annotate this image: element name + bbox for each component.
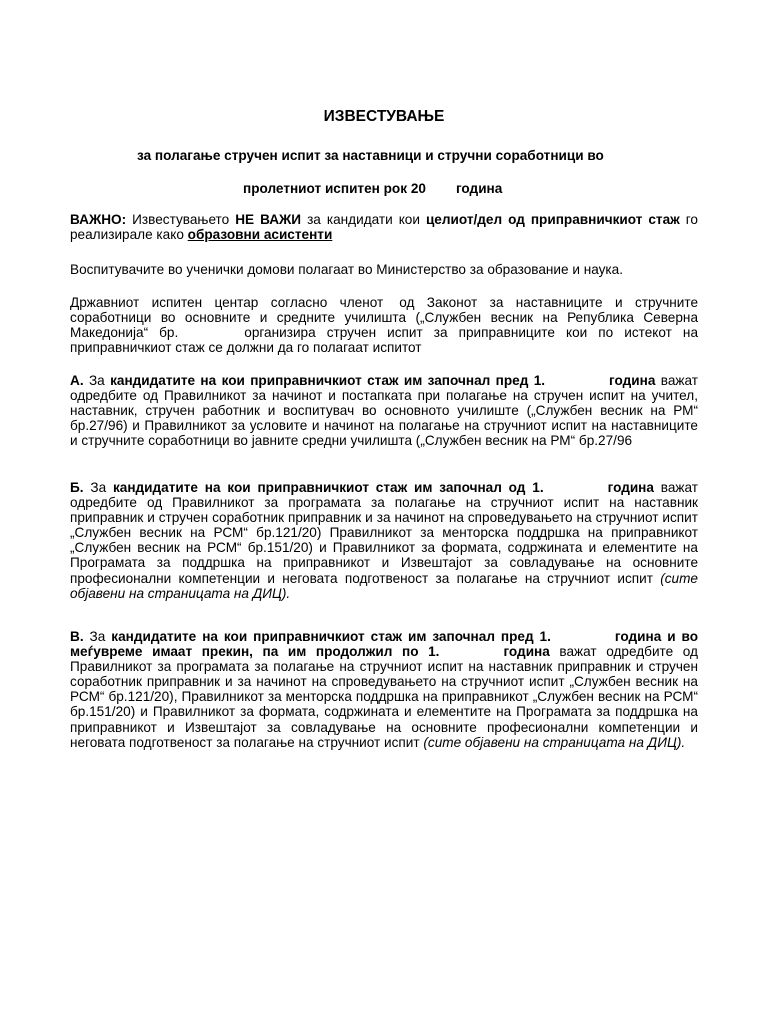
important-notice: ВАЖНО: Известувањето НЕ ВАЖИ за кандидати кои целиот/дел од приправничкиот стаж го реализирале како образовни асистенти: [70, 212, 698, 243]
exam-session-year-word: година: [455, 181, 503, 196]
exam-session-text: пролетниот испитен рок 20: [243, 181, 426, 196]
section-b-letter: Б.: [70, 480, 84, 495]
section-a: А. За кандидатите на кои приправничкиот стаж им започнал пред 1. година важат одредбите од Правилникот за начинот и постапката при полагање на стручен испит на учител, наставник, стручен работник и воспитувач во основното училиште („Службен весник на РМ“ бр.27/96) и Правилникот за условите и начинот на полагање на стручниот испит на наставниците и стручните соработници во јавните средни училишта („Службен весник на РМ“ бр.27/96: [70, 373, 698, 449]
notice-label: ВАЖНО:: [70, 212, 127, 227]
section-a-letter: А.: [70, 373, 84, 388]
assistants-underlined: образовни асистенти: [187, 227, 333, 243]
section-c: В. За кандидатите на кои приправничкиот стаж им започнал пред 1. година и во меѓувреме имаат прекин, па им продолжил по 1. година важат одредбите од Правилникот за програмата за полагање на стручниот испит на наставник приправник и стручен соработник приправник и за начинот на спроведувањето на стручниот испит „Службен весник на РСМ“ бр.121/20), Правилникот за менторска поддршка на приправникот „Службен весник на РСМ“ бр.151/20) и Правилникот за формата, содржината и елементите на Програмата за поддршка на приправникот и Извештајот за совладување на основните професионални компетенции и неговата подготвеност за полагање на стручниот испит (сите објавени на страницата на ДИЦ).: [70, 629, 698, 750]
exam-session-line: [243, 181, 502, 196]
document-title: ИЗВЕСТУВАЊЕ: [323, 108, 445, 125]
document-subtitle: за полагање стручен испит за наставници и стручни соработници во: [137, 148, 604, 163]
section-b: Б. За кандидатите на кои приправничкиот стаж им започнал од 1. година важат одредбите од Правилникот за програмата за полагање на стручниот испит на наставник приправник и стручен соработник приправник и за начинот на спроведувањето на стручниот испит „Службен весник на РСМ“ бр.121/20) Правилникот за менторска поддршка на приправникот „Службен весник на РСМ“ бр.151/20) и Правилникот за формата, содржината и елементите на Програмата за поддршка на приправникот и Извештајот за совладување на основните професионални компетенции и неговата подготвеност за полагање на стручниот испит (сите објавени на страницата на ДИЦ).: [70, 480, 698, 601]
section-c-letter: В.: [70, 629, 84, 644]
dormitory-paragraph: Воспитувачите во ученички домови полагаат во Министерство за образование и наука.: [70, 262, 624, 277]
exam-center-paragraph: Државниот испитен центар согласно членот од Законот за наставниците и стручните соработници во основните и средните училишта („Службен весник на Република Северна Македонија“ бр. организира стручен испит за приправниците кои по истекот на приправничкиот стаж се должни да го полагаат испитот: [70, 295, 699, 356]
